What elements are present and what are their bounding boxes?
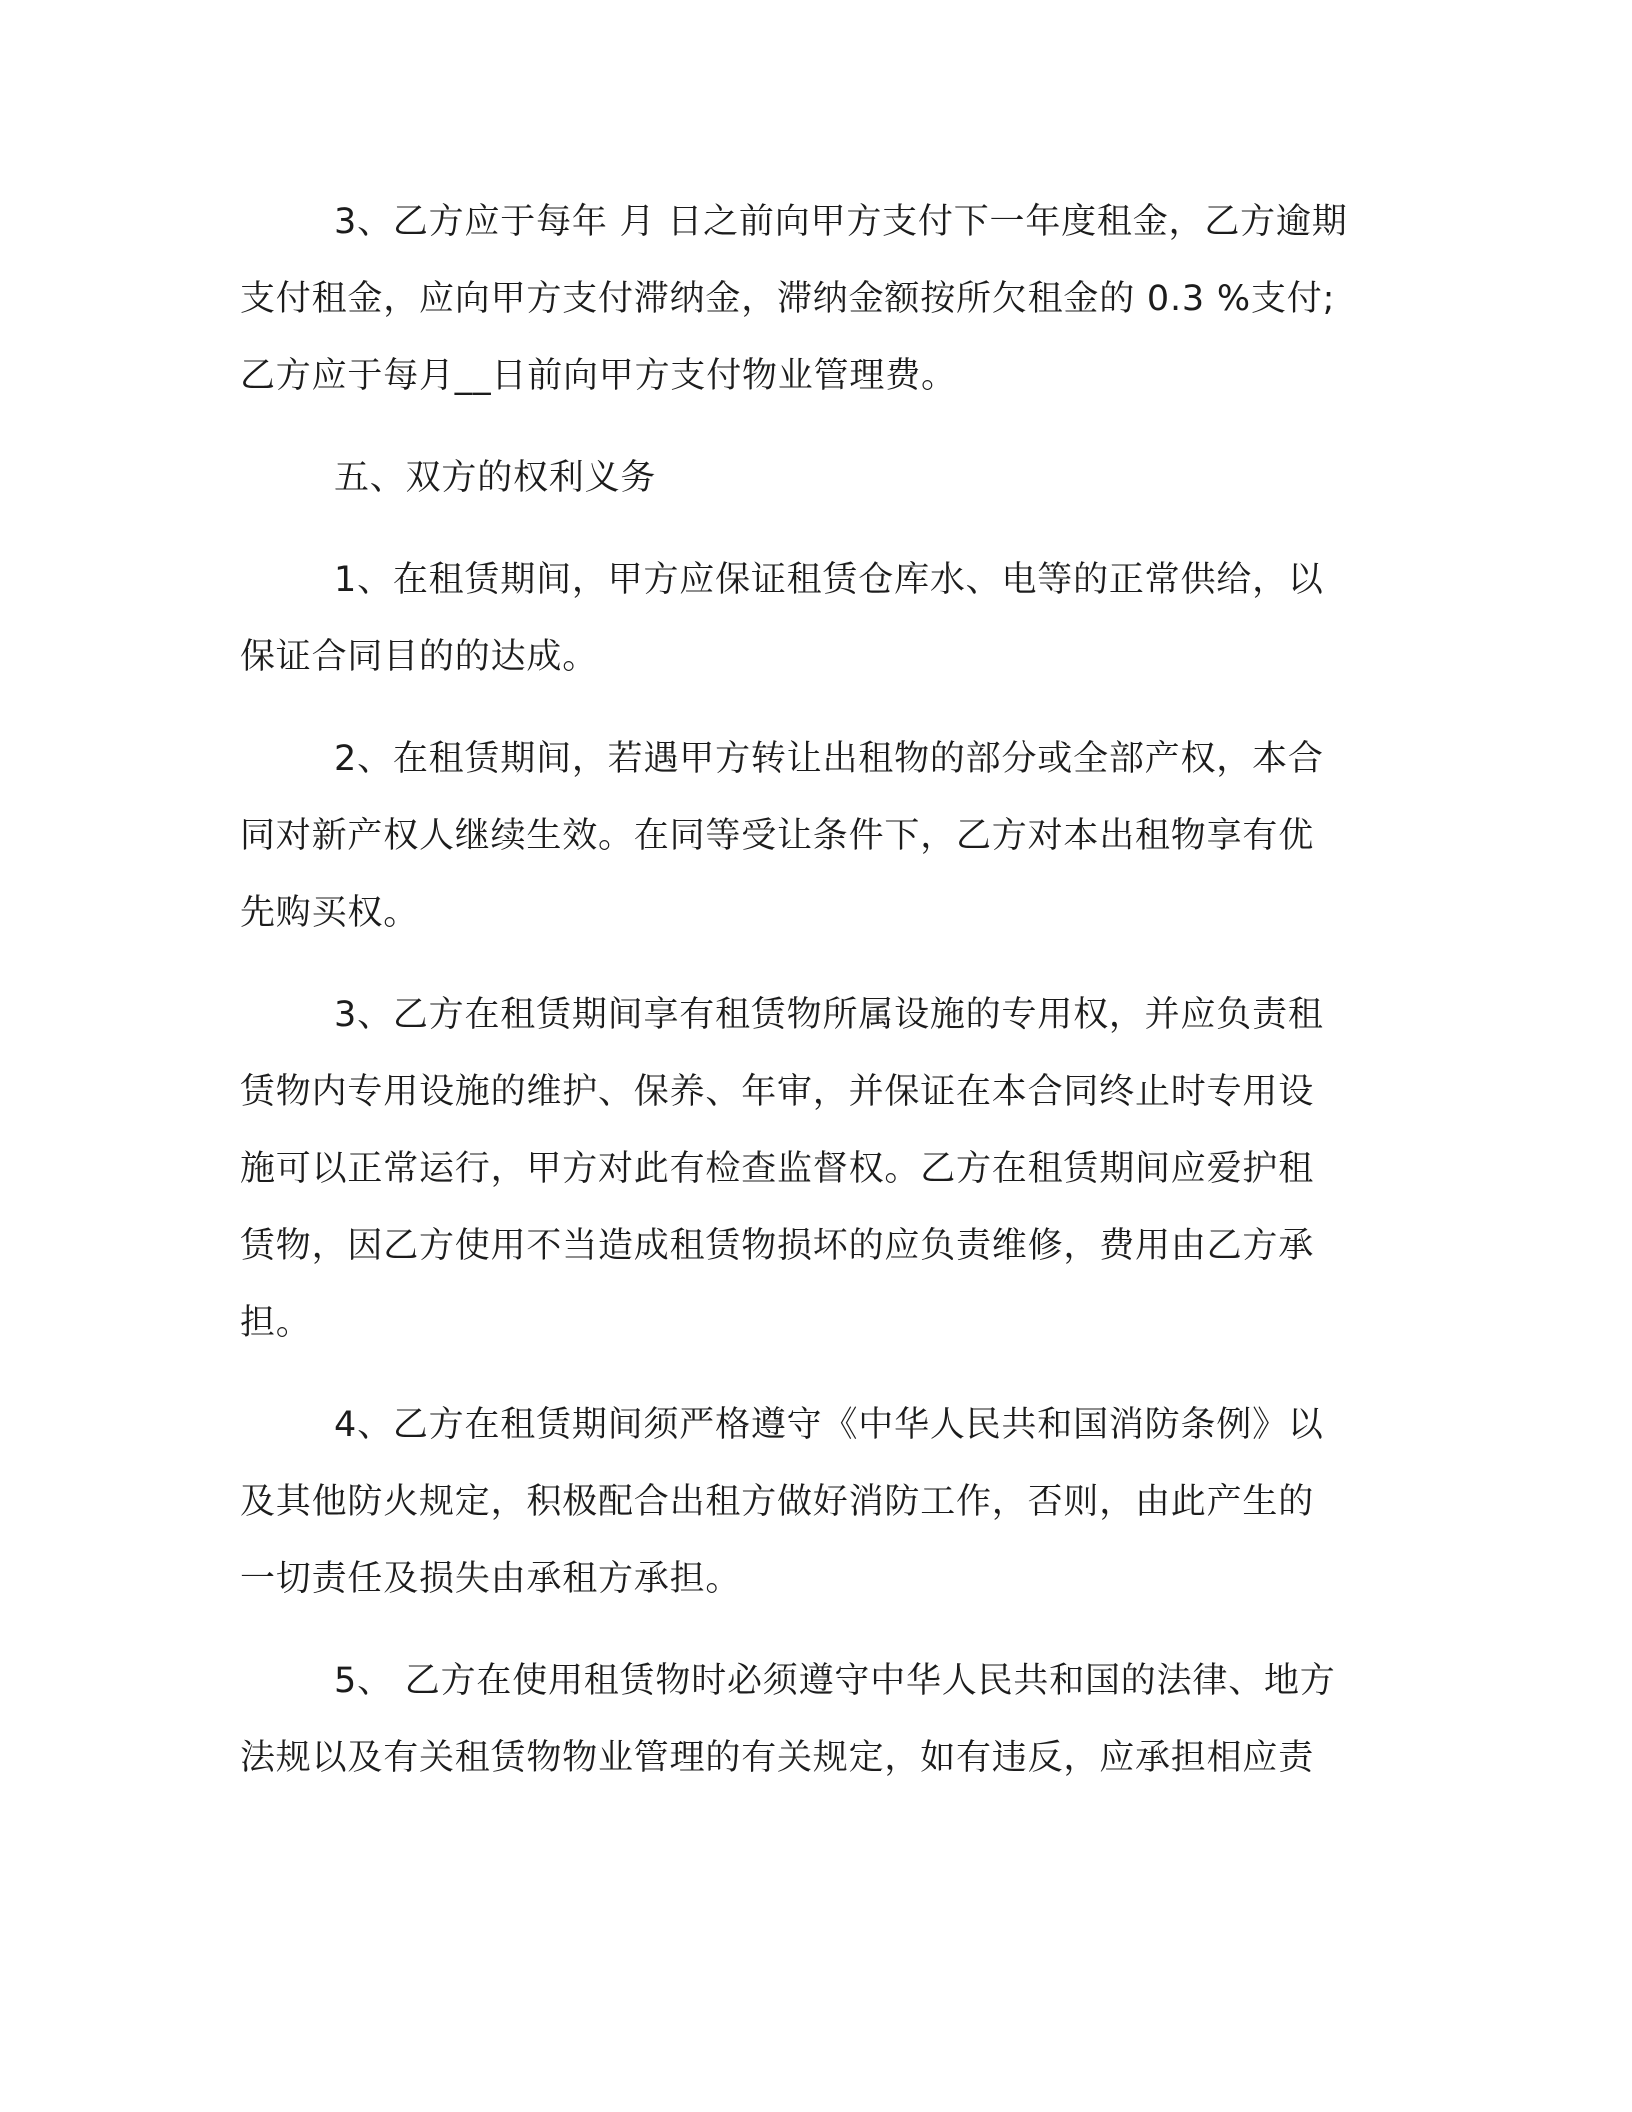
text-line: 支付租金，应向甲方支付滞纳金，滞纳金额按所欠租金的 0.3 %支付;: [240, 279, 1336, 319]
paragraph-clause-5: [240, 1643, 1370, 1797]
text-line: 3、乙方在租赁期间享有租赁物所属设施的专用权，并应负责租: [334, 995, 1324, 1035]
text-line: 施可以正常运行，甲方对此有检查监督权。乙方在租赁期间应爱护租: [240, 1149, 1315, 1189]
text-line: 同对新产权人继续生效。在同等受让条件下，乙方对本出租物享有优: [240, 816, 1315, 856]
text-line: 赁物内专用设施的维护、保养、年审，并保证在本合同终止时专用设: [240, 1072, 1315, 1112]
text-line: 保证合同目的的达成。: [240, 637, 599, 677]
paragraph-clause-3: [240, 977, 1370, 1362]
text-line: 赁物，因乙方使用不当造成租赁物损坏的应负责维修，费用由乙方承: [240, 1226, 1315, 1266]
paragraph-clause-1: [240, 542, 1370, 696]
paragraph-clause-2: [240, 721, 1370, 952]
heading-text: 五、双方的权利义务: [334, 458, 657, 498]
text-line: 担。: [240, 1303, 312, 1343]
paragraph-rent-payment: [240, 184, 1370, 415]
text-line: 及其他防火规定，积极配合出租方做好消防工作，否则，由此产生的: [240, 1482, 1315, 1522]
text-line: 乙方应于每月__日前向甲方支付物业管理费。: [240, 356, 957, 396]
section-heading: [240, 440, 1370, 517]
text-line: 一切责任及损失由承租方承担。: [240, 1559, 742, 1599]
text-line: 3、乙方应于每年 月 日之前向甲方支付下一年度租金，乙方逾期: [334, 202, 1348, 242]
text-line: 1、在租赁期间，甲方应保证租赁仓库水、电等的正常供给，以: [334, 560, 1324, 600]
paragraph-clause-4: [240, 1387, 1370, 1618]
text-line: 4、乙方在租赁期间须严格遵守《中华人民共和国消防条例》以: [334, 1405, 1324, 1445]
text-line: 先购买权。: [240, 893, 420, 933]
text-line: 2、在租赁期间，若遇甲方转让出租物的部分或全部产权，本合: [334, 739, 1324, 779]
document-body: [240, 184, 1370, 1822]
text-line: 法规以及有关租赁物物业管理的有关规定，如有违反，应承担相应责: [240, 1738, 1315, 1778]
text-line: 5、 乙方在使用租赁物时必须遵守中华人民共和国的法律、地方: [334, 1661, 1336, 1701]
